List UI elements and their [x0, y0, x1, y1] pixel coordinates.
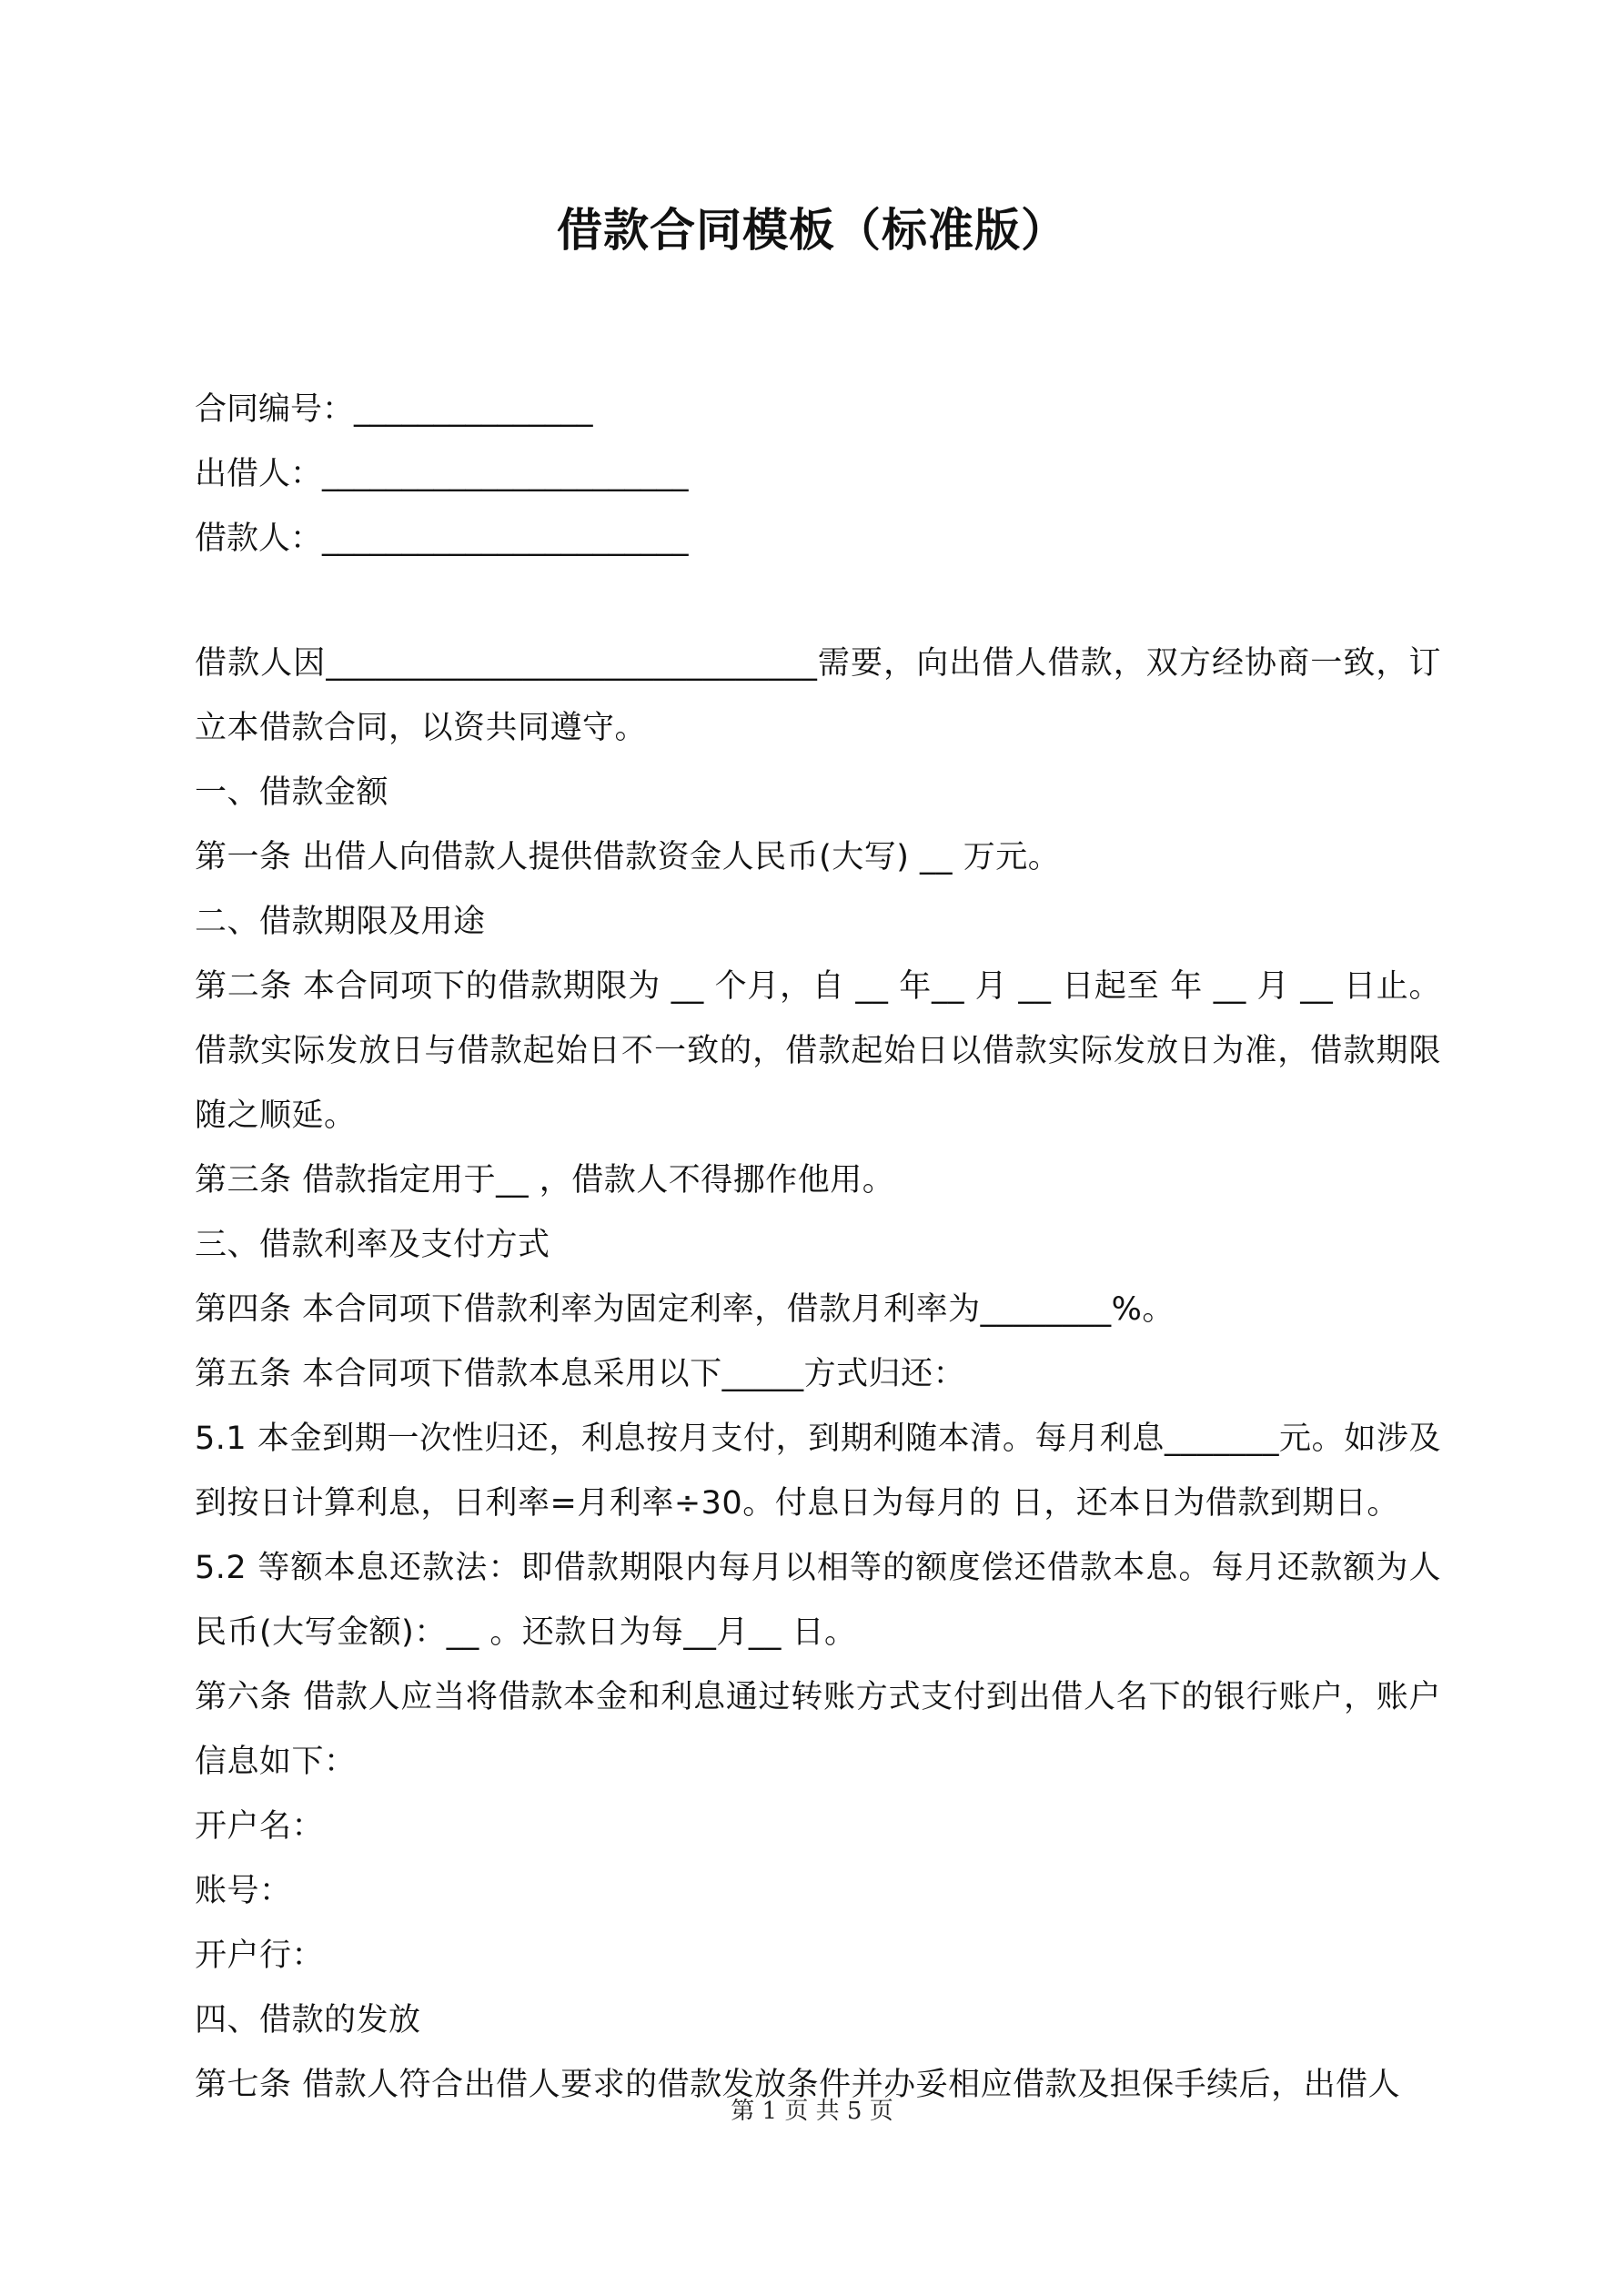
section-heading-disbursement: 四、借款的发放: [195, 2002, 421, 2038]
article-2: 第二条 本合同项下的借款期限为 __ 个月，自 __ 年__ 月 __ 日起至 年 __ 月 __ 日止。借款实际发放日与借款起始日不一致的，借款起始日以借款实际发放日为准，借款期限随之顺延。: [195, 968, 1441, 1134]
article-6: 第六条 借款人应当将借款本金和利息通过转账方式支付到出借人名下的银行账户，账户信息如下：: [195, 1679, 1441, 1780]
clause-5-1: 5.1 本金到期一次性归还，利息按月支付，到期利随本清。每月利息_______元。如涉及到按日计算利息，日利率=月利率÷30。付息日为每月的 日，还本日为借款到期日。: [195, 1421, 1441, 1522]
account-name-line: 开户名：: [195, 1808, 325, 1845]
page-footer: 第 1 页 共 5 页: [731, 2098, 893, 2125]
article-7: 第七条 借款人符合出借人要求的借款发放条件并办妥相应借款及担保手续后，出借人: [195, 2067, 1401, 2103]
contract-body: [195, 632, 1441, 2118]
section-heading-interest: 三、借款利率及支付方式: [195, 1227, 550, 1263]
article-4: 第四条 本合同项下借款利率为固定利率，借款月利率为________%。: [195, 1291, 1175, 1328]
contract-header-fields: [195, 378, 1450, 571]
contract-number-line: 合同编号：_______________: [195, 391, 593, 428]
document-title: 借款合同模板（标准版）: [557, 204, 1067, 257]
bank-line: 开户行：: [195, 1937, 325, 1974]
lender-line: 出借人：_______________________: [195, 456, 689, 492]
article-3: 第三条 借款指定用于__ ，借款人不得挪作他用。: [195, 1162, 895, 1199]
account-number-line: 账号：: [195, 1873, 292, 1909]
intro-paragraph: 借款人因______________________________需要，向出借人借款，双方经协商一致，订立本借款合同，以资共同遵守。: [195, 645, 1441, 746]
article-1: 第一条 出借人向借款人提供借款资金人民币(大写) __ 万元。: [195, 839, 1061, 875]
section-heading-term: 二、借款期限及用途: [195, 904, 486, 940]
borrower-line: 借款人：_______________________: [195, 521, 689, 557]
section-heading-amount: 一、借款金额: [195, 774, 389, 811]
clause-5-2: 5.2 等额本息还款法：即借款期限内每月以相等的额度偿还借款本息。每月还款额为人民币(大写金额)：__ 。还款日为每__月__ 日。: [195, 1550, 1441, 1651]
article-5: 第五条 本合同项下借款本息采用以下_____方式归还：: [195, 1356, 966, 1392]
